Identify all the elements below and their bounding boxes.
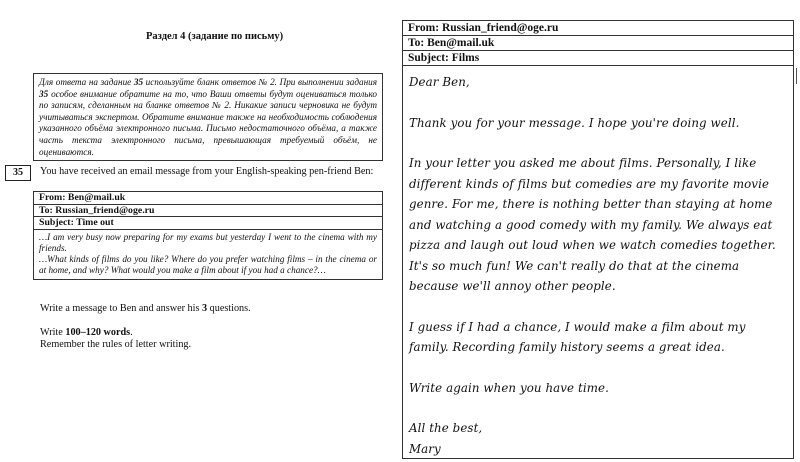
page-edge-marker bbox=[796, 68, 800, 84]
email-subject: Subject: Time out bbox=[34, 217, 382, 230]
question-number: 35 bbox=[5, 165, 31, 181]
letter-subject: Subject: Films bbox=[403, 51, 793, 66]
letter-paragraph: Write again when you have time. bbox=[409, 380, 609, 395]
email-body-line: …What kinds of films do you like? Where do you prefer watching films – in the cinema or at home, and why? What would you make a film about if you had a chance?… bbox=[39, 253, 377, 276]
letter-paragraph: I guess if I had a chance, I would make a film about my family. Recording family history seems a great idea. bbox=[409, 319, 746, 354]
letter-content bbox=[403, 66, 793, 459]
instructions-box: Для ответа на задание 35 используйте бланк ответов № 2. При выполнении задания 35 особое внимание обратите на то, что Ваши ответы будут оцениваться только по записям, сделанным на бланке ответов № 2. Никакие записи черновика не будут учитываться экспертом. Обратите внимание также на необходимость соблюдения указанного объёма электронного письма. Письмо недостаточного объёма, а также часть текста электронного письма, превышающая требуемый объём, не оцениваются. bbox=[33, 73, 383, 161]
email-body bbox=[34, 230, 382, 280]
email-to: To: Russian_friend@oge.ru bbox=[34, 205, 382, 218]
letter-paragraph: In your letter you asked me about films. Personally, I like different kinds of films but comedies are my favorite movie genre. For me, there is nothing better than staying at home and watching a good comedy with my family. We always eat pizza and laugh out loud when we watch comedies together. It's so much fun! We can't really do that at the cinema because we'll annoy other people. bbox=[409, 156, 776, 293]
letter-from: From: Russian_friend@oge.ru bbox=[403, 21, 793, 36]
incoming-email bbox=[33, 191, 383, 280]
task-intro: You have received an email message from your English-speaking pen-friend Ben: bbox=[40, 166, 374, 177]
letter-greeting: Dear Ben, bbox=[409, 75, 470, 89]
section-title: Раздел 4 (задание по письму) bbox=[146, 31, 284, 42]
word-count-text: Write 100–120 words. bbox=[40, 327, 133, 338]
task-word-count bbox=[40, 327, 133, 339]
answer-letter bbox=[402, 20, 794, 459]
task-write-message: Write a message to Ben and answer his 3 questions. bbox=[40, 303, 251, 314]
letter-signature: Mary bbox=[409, 441, 441, 456]
email-body-line: …I am very busy now preparing for my exams but yesterday I went to the cinema with my friends. bbox=[39, 231, 377, 253]
task-rules: Remember the rules of letter writing. bbox=[40, 339, 192, 350]
email-from: From: Ben@mail.uk bbox=[34, 192, 382, 205]
letter-closing: All the best, bbox=[409, 421, 483, 435]
letter-to: To: Ben@mail.uk bbox=[403, 36, 793, 51]
letter-paragraph: Thank you for your message. I hope you're doing well. bbox=[409, 115, 740, 130]
